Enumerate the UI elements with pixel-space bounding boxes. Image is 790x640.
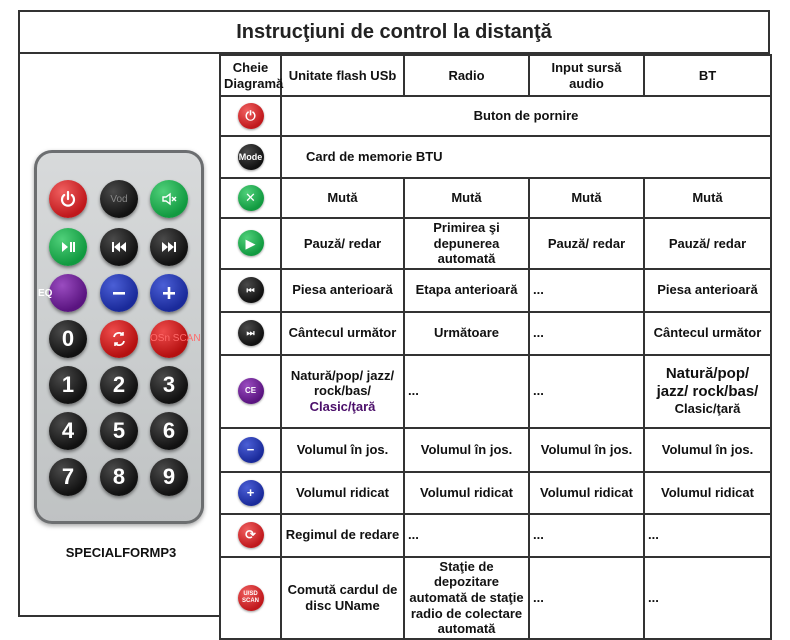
mute-usb: Mută [281,178,404,218]
prev-usb: Piesa anterioară [281,269,404,312]
scan-label: OSn SCAN [150,333,201,344]
row-next [220,312,771,355]
previous-icon: ⏮ [238,277,264,303]
remote-volume-down-button[interactable] [100,274,138,312]
scan-bt: ... [644,557,771,639]
eq-label: EQ [38,288,53,299]
next-usb: Cântecul următor [281,312,404,355]
vol-up-usb: Volumul ridicat [281,472,404,514]
header-aux: Input sursă audio [529,55,644,96]
remote-mute-button[interactable] [150,180,188,218]
remote-digit-7-button[interactable] [49,458,87,496]
minus-icon: − [238,437,264,463]
play-radio: Primirea şi depunerea automată [404,218,529,269]
vol-up-bt: Volumul ridicat [644,472,771,514]
mute-bt: Mută [644,178,771,218]
eq-usb-line-1: Natură/pop/ jazz/ rock/bas/ [290,367,395,399]
remote-eq-button[interactable] [49,274,87,312]
remote-next-button[interactable] [150,228,188,266]
header-usb: Unitate flash USb [281,55,404,96]
prev-aux: ... [529,269,644,312]
remote-digit-3-button[interactable] [150,366,188,404]
repeat-usb: Regimul de redare [281,514,404,557]
scan-usb: Comută cardul de disc UName [281,557,404,639]
row-repeat [220,514,771,557]
eq-bt [644,355,771,428]
vol-down-radio: Volumul în jos. [404,428,529,472]
digit-0-label: 0 [61,326,75,351]
row-scan [220,557,771,639]
remote-digit-2-button[interactable] [100,366,138,404]
digit-6-label: 6 [162,418,176,443]
remote-digit-0-button[interactable] [49,320,87,358]
row-vol-down [220,428,771,472]
play-usb: Pauză/ redar [281,218,404,269]
header-radio: Radio [404,55,529,96]
header-bt: BT [644,55,771,96]
repeat-bt: ... [644,514,771,557]
remote-digit-8-button[interactable] [100,458,138,496]
remote-power-button[interactable] [49,180,87,218]
digit-4-label: 4 [61,418,75,443]
remote-digit-1-button[interactable] [49,366,87,404]
minus-icon [110,284,128,302]
next-radio: Următoare [404,312,529,355]
power-icon: ⏻ [238,103,264,129]
repeat-icon [109,329,129,349]
scan-icon: U/SD SCAN [238,585,264,611]
repeat-radio: ... [404,514,529,557]
play-bt: Pauză/ redar [644,218,771,269]
remote-digit-5-button[interactable] [100,412,138,450]
remote-brand-label: SPECIALFORMP3 [65,545,177,560]
next-bt: Cântecul următor [644,312,771,355]
vol-up-aux: Volumul ridicat [529,472,644,514]
mode-description: Card de memorie BTU [281,136,771,178]
remote-previous-button[interactable] [100,228,138,266]
prev-bt: Piesa anterioară [644,269,771,312]
repeat-aux: ... [529,514,644,557]
row-eq [220,355,771,428]
power-icon [59,190,77,208]
eq-usb [281,355,404,428]
scan-radio: Staţie de depozitare automată de staţie radio de colectare automată [404,557,529,639]
play-pause-icon: ▶ [238,230,264,256]
vod-label: Vod [110,193,128,205]
remote-control [34,150,204,560]
mute-radio: Mută [404,178,529,218]
remote-digit-4-button[interactable] [49,412,87,450]
row-play [220,218,771,269]
scan-aux: ... [529,557,644,639]
remote-repeat-button[interactable] [100,320,138,358]
digit-9-label: 9 [162,464,176,489]
remote-mode-button[interactable] [100,180,138,218]
remote-play-pause-button[interactable] [49,228,87,266]
digit-8-label: 8 [112,464,126,489]
remote-digit-9-button[interactable] [150,458,188,496]
vol-down-bt: Volumul în jos. [644,428,771,472]
vol-down-usb: Volumul în jos. [281,428,404,472]
eq-radio: ... [404,355,529,428]
remote-digit-6-button[interactable] [150,412,188,450]
row-vol-up [220,472,771,514]
next-aux: ... [529,312,644,355]
digit-7-label: 7 [61,464,75,489]
mode-icon: Mode [238,144,264,170]
next-icon: ⏭ [238,320,264,346]
header-key: Cheie Diagramă [220,55,281,96]
eq-bt-line-2: Clasic/ţară [674,401,741,417]
digit-1-label: 1 [61,372,75,397]
row-prev [220,269,771,312]
header-row [220,55,771,96]
page-title: Instrucţiuni de control la distanţă [18,10,770,54]
control-table [219,54,772,640]
digit-5-label: 5 [112,418,126,443]
eq-usb-line-2: Clasic/ţară [309,399,376,415]
row-mode [220,136,771,178]
eq-bt-line-1: Natură/pop/ jazz/ rock/bas/ [656,365,759,401]
mute-icon: ✕ [238,185,264,211]
digit-2-label: 2 [112,372,126,397]
vol-down-aux: Volumul în jos. [529,428,644,472]
plus-icon: + [238,480,264,506]
play-aux: Pauză/ redar [529,218,644,269]
repeat-icon: ⟳ [238,522,264,548]
previous-icon [110,238,128,256]
eq-aux: ... [529,355,644,428]
remote-panel [18,54,219,617]
vol-up-radio: Volumul ridicat [404,472,529,514]
remote-volume-up-button[interactable] [150,274,188,312]
prev-radio: Etapa anterioară [404,269,529,312]
power-description: Buton de pornire [281,96,771,136]
next-icon [160,238,178,256]
mute-aux: Mută [529,178,644,218]
play-pause-icon [59,238,77,256]
eq-icon: CE [238,378,264,404]
plus-icon [160,284,178,302]
digit-3-label: 3 [162,372,176,397]
row-mute [220,178,771,218]
row-power [220,96,771,136]
mute-icon [160,190,178,208]
